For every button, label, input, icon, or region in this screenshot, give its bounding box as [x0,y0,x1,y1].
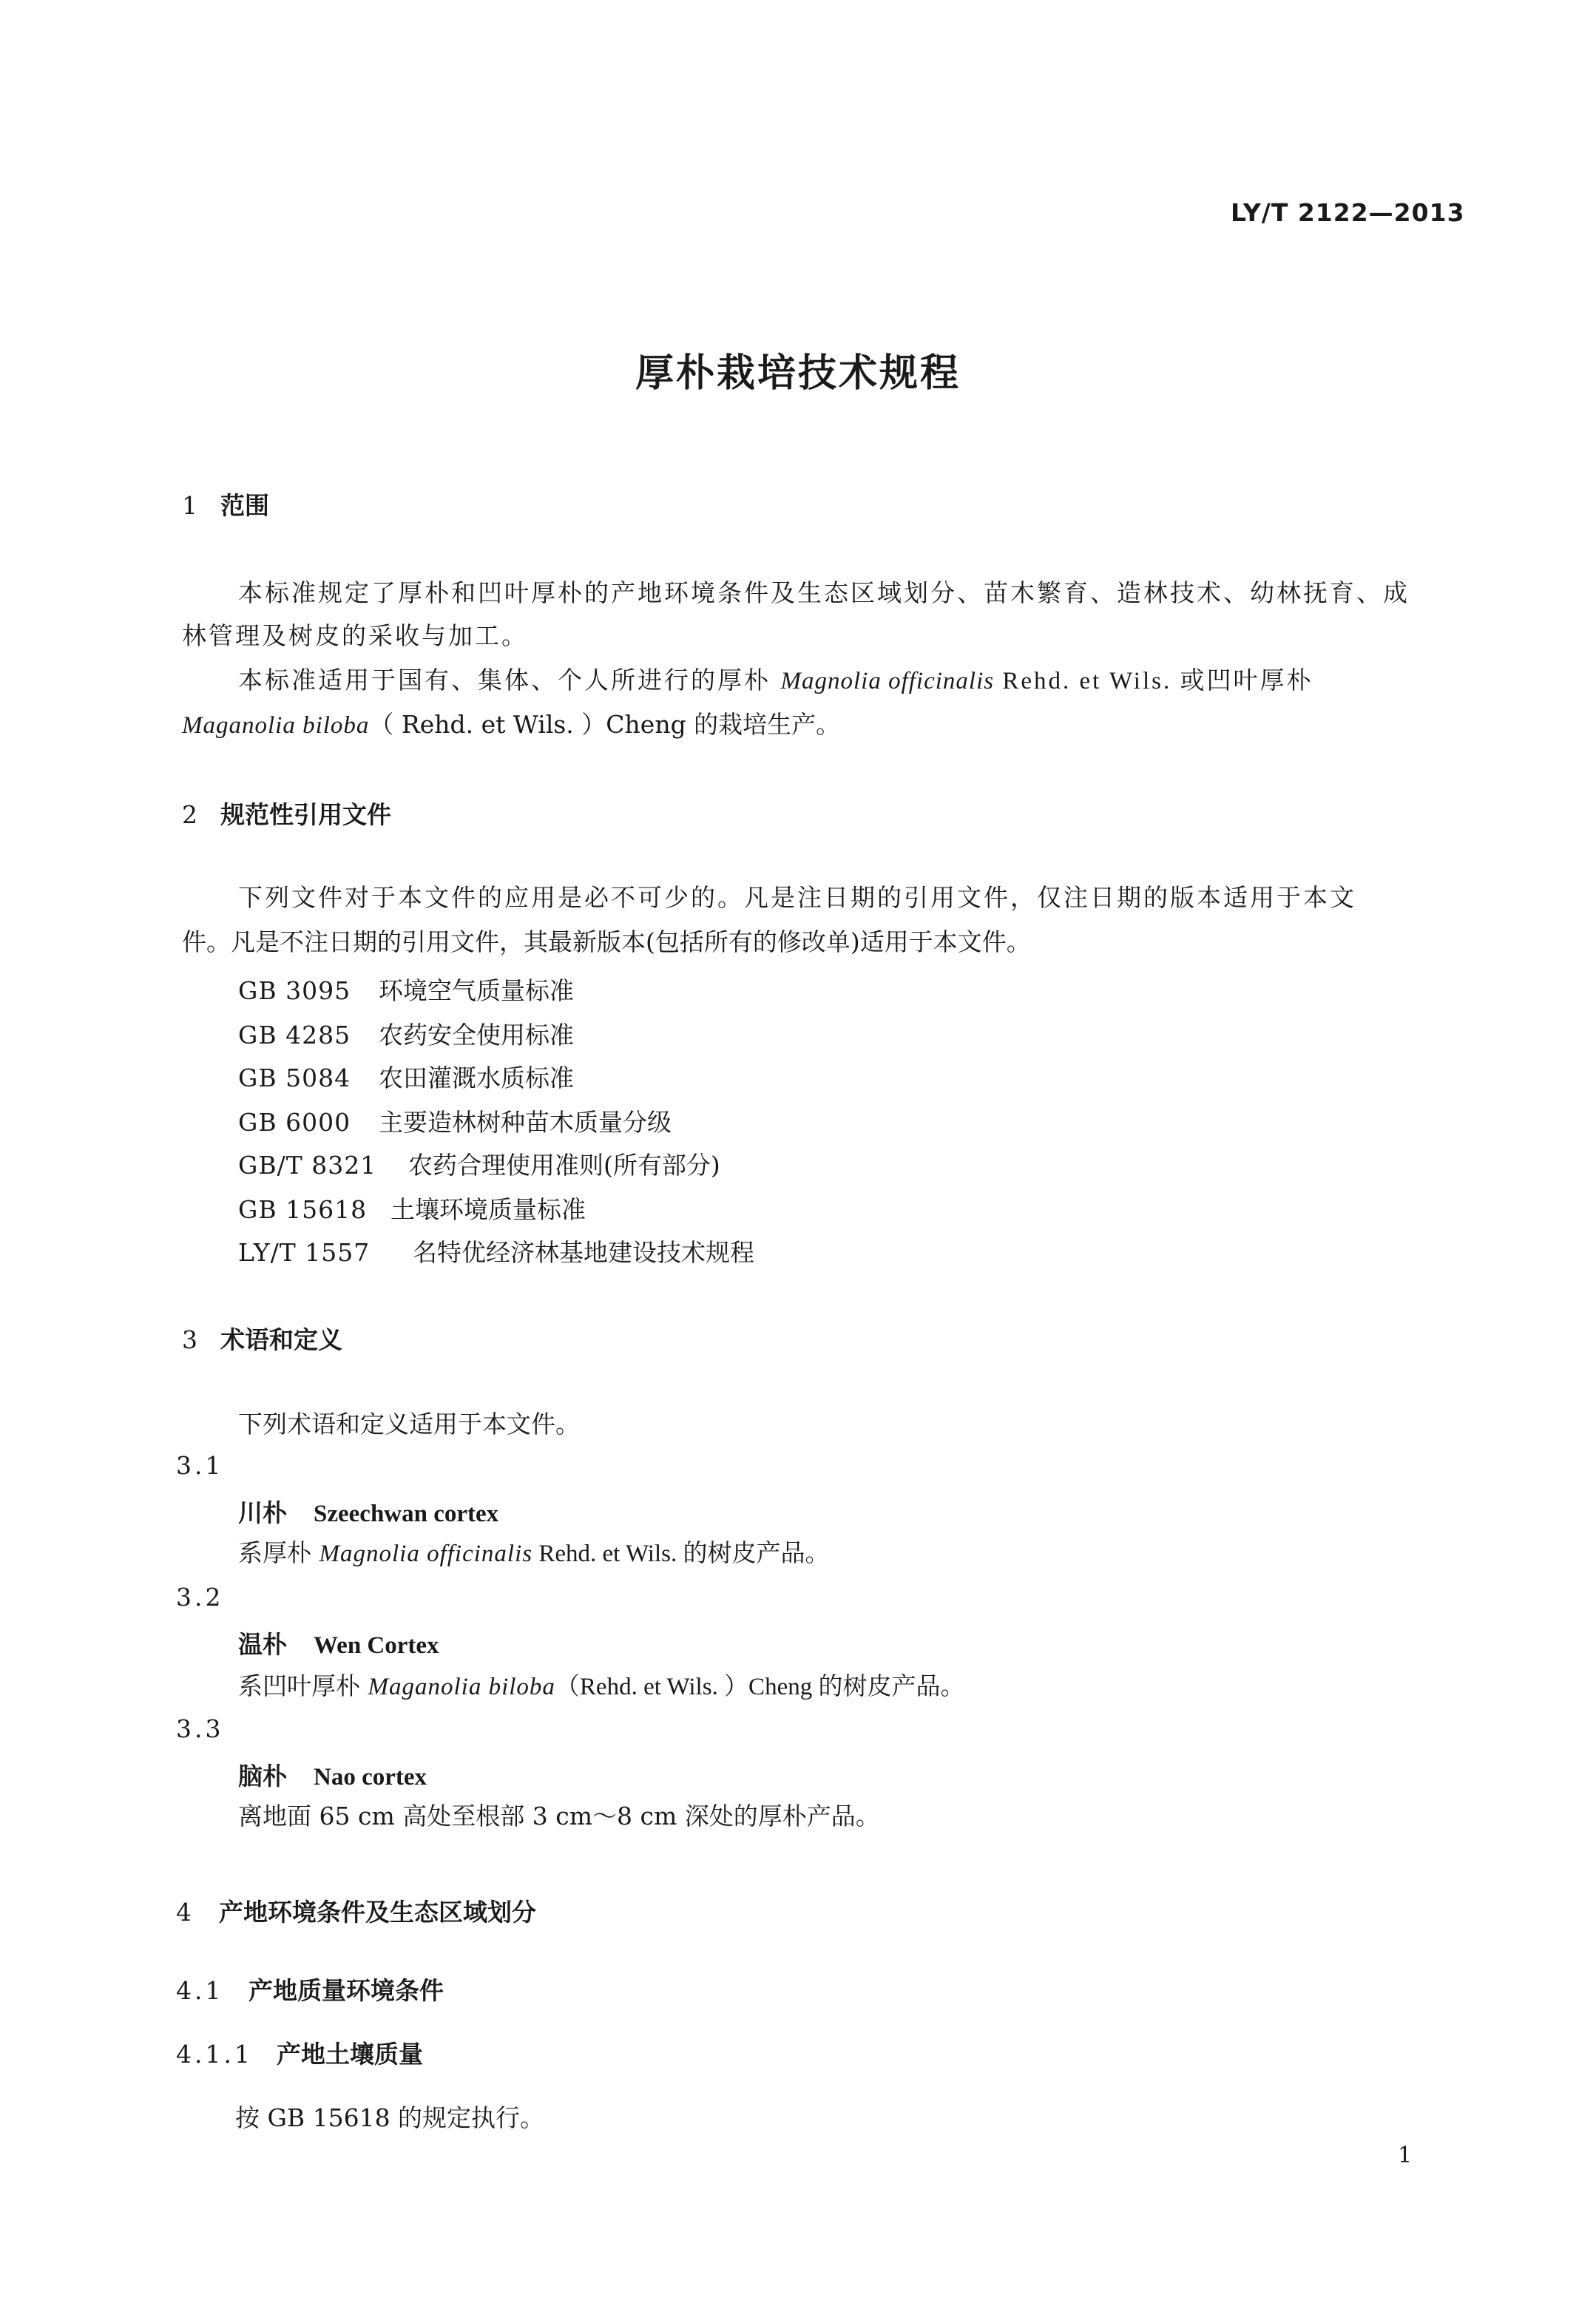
term-title [238,1757,427,1792]
reference-name: 名特优经济林基地建设技术规程 [413,1238,754,1267]
text: （Rehd. et Wils. ）Cheng 的树皮产品。 [555,1674,965,1700]
term-en: Szeechwan cortex [314,1501,499,1527]
reference-item [238,1059,574,1094]
term-number: 3.2 [176,1583,224,1612]
term-definition [238,1664,964,1709]
standard-code: LY/T 2122—2013 [1231,198,1465,227]
reference-code: GB 5084 [238,1064,351,1092]
term-en: Nao cortex [314,1764,427,1791]
text: 系凹叶厚朴 [238,1671,368,1700]
reference-name: 农药合理使用准则(所有部分) [408,1151,720,1180]
reference-name: 主要造林树种苗木质量分级 [379,1108,672,1137]
text: Rehd. et Wils. 的树皮产品。 [532,1541,830,1567]
s1-paragraph-2-line-2 [182,703,840,748]
reference-item [238,1016,574,1051]
section-number: 4 [176,1898,192,1927]
section-title: 术语和定义 [220,1325,342,1354]
reference-item [238,1103,672,1138]
term-en: Wen Cortex [314,1632,439,1659]
term-zh: 温朴 [238,1630,287,1659]
reference-code: GB 6000 [238,1108,351,1137]
s1-paragraph-1-line-1: 本标准规定了厚朴和凹叶厚朴的产地环境条件及生态区域划分、苗木繁育、造林技术、幼林抚育、成 [238,578,1410,607]
text: 系厚朴 [238,1538,319,1567]
latin-name: Magnolia officinalis [780,668,995,694]
s1-paragraph-1-line-2: 林管理及树皮的采收与加工。 [182,621,528,650]
page-number: 1 [1398,2143,1413,2168]
term-zh: 川朴 [238,1498,287,1527]
reference-code: GB 4285 [238,1021,351,1049]
term-number: 3.3 [176,1714,224,1743]
section-title: 范围 [220,491,269,520]
section-1-heading [182,487,269,521]
section-3-heading [182,1321,342,1356]
section-title: 产地质量环境条件 [248,1976,444,2005]
section-title: 产地土壤质量 [277,2040,423,2069]
document-title: 厚朴栽培技术规程 [635,351,961,396]
text: （ Rehd. et Wils. ）Cheng 的栽培生产。 [369,710,841,739]
subsection-4-1-heading [176,1972,444,2006]
section-number: 4.1 [176,1976,224,2005]
text: 本标准适用于国有、集体、个人所进行的厚朴 [238,666,781,694]
section-number: 4.1.1 [176,2040,253,2069]
section-number: 3 [182,1325,197,1354]
reference-code: GB 3095 [238,976,351,1005]
s1-paragraph-2-line-1 [238,658,1313,703]
reference-item [238,1234,754,1268]
reference-item [238,972,574,1007]
s2-intro-line-1: 下列文件对于本文件的应用是必不可少的。凡是注日期的引用文件，仅注日期的版本适用于本文 [238,883,1356,912]
reference-code: GB 15618 [238,1195,368,1224]
term-definition: 离地面 65 cm 高处至根部 3 cm～8 cm 深处的厚朴产品。 [238,1802,880,1830]
section-number: 1 [182,491,197,520]
reference-item [238,1191,586,1225]
reference-item [238,1146,720,1181]
section-title: 产地环境条件及生态区域划分 [219,1898,536,1927]
term-title [238,1494,498,1529]
term-definition [238,1531,829,1576]
reference-code: LY/T 1557 [238,1238,371,1267]
reference-name: 农药安全使用标准 [379,1021,574,1049]
reference-name: 农田灌溉水质标准 [379,1064,574,1092]
section-number: 2 [182,800,197,829]
term-number: 3.1 [176,1451,224,1480]
latin-name: Magnolia officinalis [319,1541,533,1567]
s2-intro-line-2: 件。凡是不注日期的引用文件，其最新版本(包括所有的修改单)适用于本文件。 [182,927,1031,956]
reference-name: 环境空气质量标准 [379,976,574,1005]
subsection-4-1-1-heading [176,2035,423,2070]
section-title: 规范性引用文件 [220,800,391,829]
term-zh: 脑朴 [238,1762,287,1791]
reference-code: GB/T 8321 [238,1151,377,1180]
latin-name: Maganolia biloba [368,1674,555,1700]
s3-intro: 下列术语和定义适用于本文件。 [238,1410,580,1438]
term-title [238,1626,439,1660]
section-2-heading [182,796,391,831]
reference-name: 土壤环境质量标准 [390,1195,586,1224]
section-4-heading [176,1893,536,1928]
latin-name: Maganolia biloba [182,712,370,739]
s4-1-1-text: 按 GB 15618 的规定执行。 [235,2103,545,2132]
text: Rehd. et Wils. 或凹叶厚朴 [994,668,1313,694]
